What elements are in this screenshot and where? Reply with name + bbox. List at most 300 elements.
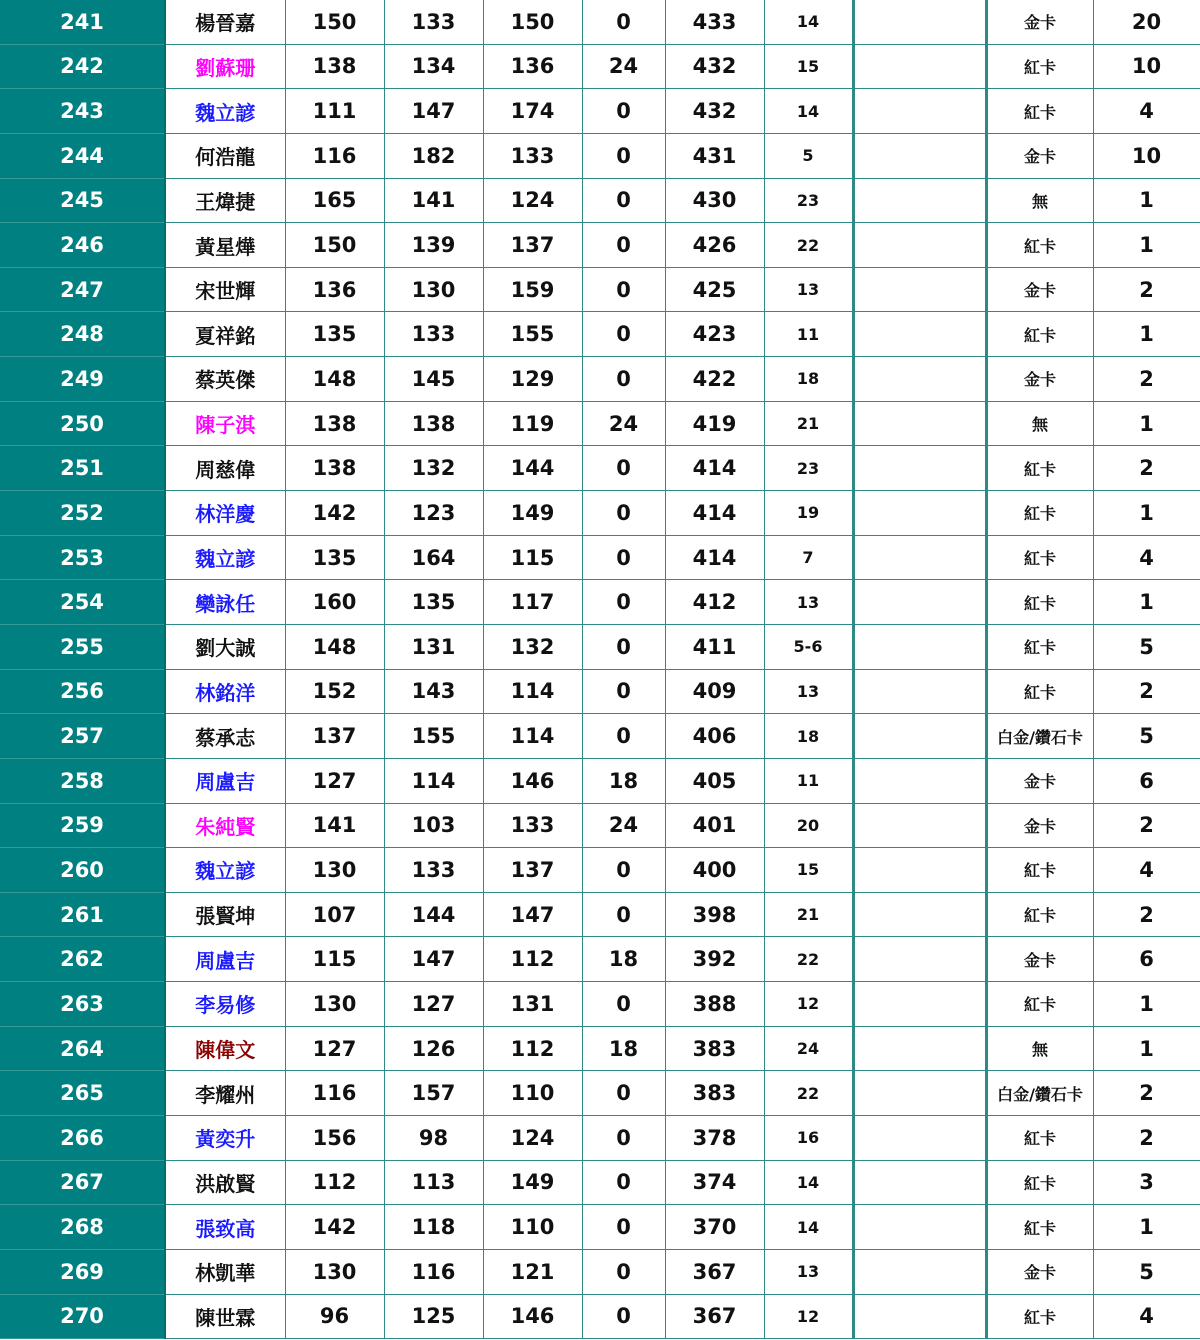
table-row <box>0 1160 1200 1205</box>
card-type: 金卡 <box>986 133 1093 178</box>
empty-cell <box>853 758 986 803</box>
participation-count: 1 <box>1093 1205 1200 1250</box>
participation-count: 1 <box>1093 982 1200 1027</box>
participation-count: 1 <box>1093 312 1200 357</box>
handicap: 0 <box>582 0 665 44</box>
game-1-score: 138 <box>285 44 384 89</box>
table-row <box>0 714 1200 759</box>
lane-number: 13 <box>764 1249 853 1294</box>
game-2-score: 147 <box>384 937 483 982</box>
table-row <box>0 446 1200 491</box>
game-2-score: 113 <box>384 1160 483 1205</box>
empty-cell <box>853 848 986 893</box>
card-type: 金卡 <box>986 1249 1093 1294</box>
table-row <box>0 1294 1200 1339</box>
lane-number: 14 <box>764 1205 853 1250</box>
handicap: 0 <box>582 892 665 937</box>
handicap: 0 <box>582 357 665 402</box>
total-score: 425 <box>665 267 764 312</box>
table-row <box>0 267 1200 312</box>
game-3-score: 115 <box>483 535 582 580</box>
total-score: 414 <box>665 491 764 536</box>
player-name: 欒詠任 <box>165 580 285 625</box>
rank-cell: 265 <box>0 1071 165 1116</box>
participation-count: 6 <box>1093 758 1200 803</box>
player-name: 李耀州 <box>165 1071 285 1116</box>
total-score: 419 <box>665 401 764 446</box>
lane-number: 16 <box>764 1116 853 1161</box>
game-1-score: 141 <box>285 803 384 848</box>
game-3-score: 114 <box>483 714 582 759</box>
game-1-score: 130 <box>285 1249 384 1294</box>
player-name: 蔡承志 <box>165 714 285 759</box>
empty-cell <box>853 0 986 44</box>
handicap: 0 <box>582 133 665 178</box>
game-3-score: 174 <box>483 89 582 134</box>
game-1-score: 156 <box>285 1116 384 1161</box>
rank-cell: 248 <box>0 312 165 357</box>
handicap: 0 <box>582 1294 665 1339</box>
card-type: 紅卡 <box>986 446 1093 491</box>
game-2-score: 147 <box>384 89 483 134</box>
card-type: 紅卡 <box>986 535 1093 580</box>
handicap: 24 <box>582 401 665 446</box>
player-name: 魏立諺 <box>165 848 285 893</box>
lane-number: 13 <box>764 669 853 714</box>
game-3-score: 136 <box>483 44 582 89</box>
player-name: 蔡英傑 <box>165 357 285 402</box>
rank-cell: 260 <box>0 848 165 893</box>
player-name: 魏立諺 <box>165 535 285 580</box>
lane-number: 13 <box>764 580 853 625</box>
total-score: 432 <box>665 44 764 89</box>
rank-cell: 253 <box>0 535 165 580</box>
rank-cell: 242 <box>0 44 165 89</box>
empty-cell <box>853 133 986 178</box>
game-2-score: 157 <box>384 1071 483 1116</box>
rank-cell: 254 <box>0 580 165 625</box>
lane-number: 24 <box>764 1026 853 1071</box>
table-row <box>0 223 1200 268</box>
participation-count: 10 <box>1093 133 1200 178</box>
total-score: 423 <box>665 312 764 357</box>
participation-count: 1 <box>1093 178 1200 223</box>
lane-number: 15 <box>764 848 853 893</box>
game-3-score: 124 <box>483 178 582 223</box>
game-2-score: 130 <box>384 267 483 312</box>
card-type: 金卡 <box>986 937 1093 982</box>
game-2-score: 131 <box>384 624 483 669</box>
total-score: 370 <box>665 1205 764 1250</box>
card-type: 紅卡 <box>986 848 1093 893</box>
card-type: 金卡 <box>986 267 1093 312</box>
handicap: 0 <box>582 624 665 669</box>
game-1-score: 130 <box>285 982 384 1027</box>
lane-number: 13 <box>764 267 853 312</box>
empty-cell <box>853 223 986 268</box>
card-type: 無 <box>986 401 1093 446</box>
empty-cell <box>853 1205 986 1250</box>
participation-count: 10 <box>1093 44 1200 89</box>
game-2-score: 103 <box>384 803 483 848</box>
rank-cell: 258 <box>0 758 165 803</box>
game-2-score: 116 <box>384 1249 483 1294</box>
player-name: 劉大誠 <box>165 624 285 669</box>
rank-cell: 249 <box>0 357 165 402</box>
lane-number: 23 <box>764 178 853 223</box>
rank-cell: 267 <box>0 1160 165 1205</box>
total-score: 414 <box>665 535 764 580</box>
handicap: 0 <box>582 1249 665 1294</box>
card-type: 紅卡 <box>986 1294 1093 1339</box>
rank-cell: 246 <box>0 223 165 268</box>
table-row <box>0 892 1200 937</box>
empty-cell <box>853 803 986 848</box>
table-row <box>0 624 1200 669</box>
player-name: 夏祥銘 <box>165 312 285 357</box>
player-name: 周盧吉 <box>165 937 285 982</box>
lane-number: 5-6 <box>764 624 853 669</box>
handicap: 0 <box>582 535 665 580</box>
lane-number: 21 <box>764 401 853 446</box>
handicap: 0 <box>582 1071 665 1116</box>
table-row <box>0 803 1200 848</box>
total-score: 378 <box>665 1116 764 1161</box>
game-3-score: 133 <box>483 803 582 848</box>
table-row <box>0 89 1200 134</box>
table-row <box>0 669 1200 714</box>
empty-cell <box>853 714 986 759</box>
participation-count: 5 <box>1093 1249 1200 1294</box>
participation-count: 1 <box>1093 1026 1200 1071</box>
rank-cell: 268 <box>0 1205 165 1250</box>
game-3-score: 112 <box>483 937 582 982</box>
table-row <box>0 357 1200 402</box>
lane-number: 20 <box>764 803 853 848</box>
handicap: 0 <box>582 669 665 714</box>
card-type: 紅卡 <box>986 892 1093 937</box>
game-1-score: 116 <box>285 133 384 178</box>
game-2-score: 138 <box>384 401 483 446</box>
game-3-score: 110 <box>483 1071 582 1116</box>
rank-cell: 250 <box>0 401 165 446</box>
participation-count: 1 <box>1093 223 1200 268</box>
game-3-score: 149 <box>483 491 582 536</box>
participation-count: 4 <box>1093 848 1200 893</box>
game-3-score: 137 <box>483 223 582 268</box>
rank-cell: 263 <box>0 982 165 1027</box>
player-name: 李易修 <box>165 982 285 1027</box>
player-name: 林銘洋 <box>165 669 285 714</box>
game-1-score: 130 <box>285 848 384 893</box>
game-3-score: 144 <box>483 446 582 491</box>
game-1-score: 127 <box>285 758 384 803</box>
table-row <box>0 1205 1200 1250</box>
game-1-score: 116 <box>285 1071 384 1116</box>
player-name: 周慈偉 <box>165 446 285 491</box>
total-score: 430 <box>665 178 764 223</box>
participation-count: 2 <box>1093 892 1200 937</box>
rank-cell: 243 <box>0 89 165 134</box>
game-1-score: 142 <box>285 491 384 536</box>
game-2-score: 132 <box>384 446 483 491</box>
player-name: 洪啟賢 <box>165 1160 285 1205</box>
total-score: 422 <box>665 357 764 402</box>
participation-count: 2 <box>1093 267 1200 312</box>
card-type: 紅卡 <box>986 624 1093 669</box>
table-row <box>0 0 1200 44</box>
card-type: 紅卡 <box>986 1116 1093 1161</box>
game-2-score: 133 <box>384 312 483 357</box>
game-2-score: 123 <box>384 491 483 536</box>
rank-cell: 262 <box>0 937 165 982</box>
empty-cell <box>853 1294 986 1339</box>
table-row <box>0 580 1200 625</box>
game-2-score: 98 <box>384 1116 483 1161</box>
total-score: 432 <box>665 89 764 134</box>
handicap: 0 <box>582 580 665 625</box>
game-3-score: 112 <box>483 1026 582 1071</box>
game-2-score: 143 <box>384 669 483 714</box>
rank-cell: 259 <box>0 803 165 848</box>
handicap: 0 <box>582 89 665 134</box>
total-score: 426 <box>665 223 764 268</box>
table-row <box>0 1116 1200 1161</box>
total-score: 433 <box>665 0 764 44</box>
game-3-score: 133 <box>483 133 582 178</box>
table-row <box>0 44 1200 89</box>
player-name: 周盧吉 <box>165 758 285 803</box>
empty-cell <box>853 401 986 446</box>
empty-cell <box>853 267 986 312</box>
game-3-score: 110 <box>483 1205 582 1250</box>
empty-cell <box>853 580 986 625</box>
lane-number: 21 <box>764 892 853 937</box>
game-2-score: 182 <box>384 133 483 178</box>
game-1-score: 148 <box>285 624 384 669</box>
handicap: 0 <box>582 848 665 893</box>
game-2-score: 155 <box>384 714 483 759</box>
total-score: 401 <box>665 803 764 848</box>
handicap: 0 <box>582 223 665 268</box>
handicap: 24 <box>582 44 665 89</box>
total-score: 383 <box>665 1071 764 1116</box>
table-row <box>0 1071 1200 1116</box>
player-name: 張致高 <box>165 1205 285 1250</box>
rank-cell: 269 <box>0 1249 165 1294</box>
total-score: 405 <box>665 758 764 803</box>
game-3-score: 117 <box>483 580 582 625</box>
handicap: 0 <box>582 267 665 312</box>
game-3-score: 114 <box>483 669 582 714</box>
card-type: 白金/鑽石卡 <box>986 1071 1093 1116</box>
participation-count: 20 <box>1093 0 1200 44</box>
player-name: 陳世霖 <box>165 1294 285 1339</box>
card-type: 紅卡 <box>986 44 1093 89</box>
game-2-score: 127 <box>384 982 483 1027</box>
lane-number: 14 <box>764 89 853 134</box>
lane-number: 18 <box>764 357 853 402</box>
handicap: 0 <box>582 714 665 759</box>
game-1-score: 148 <box>285 357 384 402</box>
card-type: 紅卡 <box>986 580 1093 625</box>
game-3-score: 150 <box>483 0 582 44</box>
lane-number: 18 <box>764 714 853 759</box>
game-2-score: 118 <box>384 1205 483 1250</box>
table-row <box>0 401 1200 446</box>
game-1-score: 127 <box>285 1026 384 1071</box>
rank-cell: 247 <box>0 267 165 312</box>
participation-count: 2 <box>1093 446 1200 491</box>
table-row <box>0 982 1200 1027</box>
card-type: 紅卡 <box>986 1205 1093 1250</box>
game-2-score: 164 <box>384 535 483 580</box>
game-3-score: 146 <box>483 758 582 803</box>
lane-number: 14 <box>764 1160 853 1205</box>
participation-count: 5 <box>1093 624 1200 669</box>
participation-count: 1 <box>1093 580 1200 625</box>
participation-count: 4 <box>1093 1294 1200 1339</box>
empty-cell <box>853 624 986 669</box>
empty-cell <box>853 535 986 580</box>
participation-count: 2 <box>1093 1071 1200 1116</box>
game-3-score: 132 <box>483 624 582 669</box>
empty-cell <box>853 892 986 937</box>
total-score: 412 <box>665 580 764 625</box>
empty-cell <box>853 44 986 89</box>
empty-cell <box>853 446 986 491</box>
table-row <box>0 1249 1200 1294</box>
card-type: 白金/鑽石卡 <box>986 714 1093 759</box>
handicap: 0 <box>582 1116 665 1161</box>
handicap: 0 <box>582 491 665 536</box>
handicap: 18 <box>582 1026 665 1071</box>
game-1-score: 96 <box>285 1294 384 1339</box>
empty-cell <box>853 178 986 223</box>
player-name: 楊晉嘉 <box>165 0 285 44</box>
lane-number: 19 <box>764 491 853 536</box>
card-type: 金卡 <box>986 357 1093 402</box>
player-name: 張賢坤 <box>165 892 285 937</box>
table-row <box>0 937 1200 982</box>
lane-number: 15 <box>764 44 853 89</box>
table-row <box>0 535 1200 580</box>
handicap: 0 <box>582 1160 665 1205</box>
game-3-score: 149 <box>483 1160 582 1205</box>
game-1-score: 135 <box>285 535 384 580</box>
card-type: 紅卡 <box>986 223 1093 268</box>
rank-cell: 251 <box>0 446 165 491</box>
participation-count: 2 <box>1093 357 1200 402</box>
total-score: 367 <box>665 1294 764 1339</box>
card-type: 紅卡 <box>986 1160 1093 1205</box>
empty-cell <box>853 1160 986 1205</box>
player-name: 何浩龍 <box>165 133 285 178</box>
rank-cell: 264 <box>0 1026 165 1071</box>
game-1-score: 115 <box>285 937 384 982</box>
card-type: 紅卡 <box>986 312 1093 357</box>
empty-cell <box>853 357 986 402</box>
table-row <box>0 133 1200 178</box>
total-score: 383 <box>665 1026 764 1071</box>
game-3-score: 121 <box>483 1249 582 1294</box>
card-type: 無 <box>986 1026 1093 1071</box>
lane-number: 12 <box>764 1294 853 1339</box>
game-1-score: 142 <box>285 1205 384 1250</box>
game-1-score: 150 <box>285 223 384 268</box>
total-score: 411 <box>665 624 764 669</box>
table-row <box>0 312 1200 357</box>
game-3-score: 155 <box>483 312 582 357</box>
game-3-score: 131 <box>483 982 582 1027</box>
empty-cell <box>853 669 986 714</box>
game-2-score: 134 <box>384 44 483 89</box>
game-1-score: 138 <box>285 401 384 446</box>
lane-number: 7 <box>764 535 853 580</box>
player-name: 魏立諺 <box>165 89 285 134</box>
game-1-score: 137 <box>285 714 384 759</box>
table-row <box>0 178 1200 223</box>
total-score: 388 <box>665 982 764 1027</box>
empty-cell <box>853 491 986 536</box>
empty-cell <box>853 89 986 134</box>
lane-number: 22 <box>764 1071 853 1116</box>
participation-count: 4 <box>1093 89 1200 134</box>
table-row <box>0 848 1200 893</box>
handicap: 24 <box>582 803 665 848</box>
rank-cell: 245 <box>0 178 165 223</box>
total-score: 409 <box>665 669 764 714</box>
participation-count: 3 <box>1093 1160 1200 1205</box>
player-name: 王煒捷 <box>165 178 285 223</box>
empty-cell <box>853 312 986 357</box>
empty-cell <box>853 1071 986 1116</box>
game-3-score: 119 <box>483 401 582 446</box>
total-score: 406 <box>665 714 764 759</box>
participation-count: 1 <box>1093 491 1200 536</box>
lane-number: 14 <box>764 0 853 44</box>
game-2-score: 145 <box>384 357 483 402</box>
handicap: 18 <box>582 758 665 803</box>
empty-cell <box>853 937 986 982</box>
game-3-score: 124 <box>483 1116 582 1161</box>
lane-number: 22 <box>764 223 853 268</box>
rank-cell: 244 <box>0 133 165 178</box>
game-2-score: 125 <box>384 1294 483 1339</box>
player-name: 陳子淇 <box>165 401 285 446</box>
card-type: 無 <box>986 178 1093 223</box>
game-2-score: 126 <box>384 1026 483 1071</box>
card-type: 金卡 <box>986 0 1093 44</box>
card-type: 紅卡 <box>986 982 1093 1027</box>
lane-number: 11 <box>764 312 853 357</box>
total-score: 414 <box>665 446 764 491</box>
game-3-score: 129 <box>483 357 582 402</box>
game-1-score: 138 <box>285 446 384 491</box>
card-type: 金卡 <box>986 758 1093 803</box>
empty-cell <box>853 1249 986 1294</box>
empty-cell <box>853 1026 986 1071</box>
total-score: 431 <box>665 133 764 178</box>
player-name: 林凱華 <box>165 1249 285 1294</box>
game-2-score: 139 <box>384 223 483 268</box>
table-row <box>0 491 1200 536</box>
game-3-score: 146 <box>483 1294 582 1339</box>
handicap: 0 <box>582 178 665 223</box>
lane-number: 23 <box>764 446 853 491</box>
game-2-score: 144 <box>384 892 483 937</box>
rank-cell: 266 <box>0 1116 165 1161</box>
